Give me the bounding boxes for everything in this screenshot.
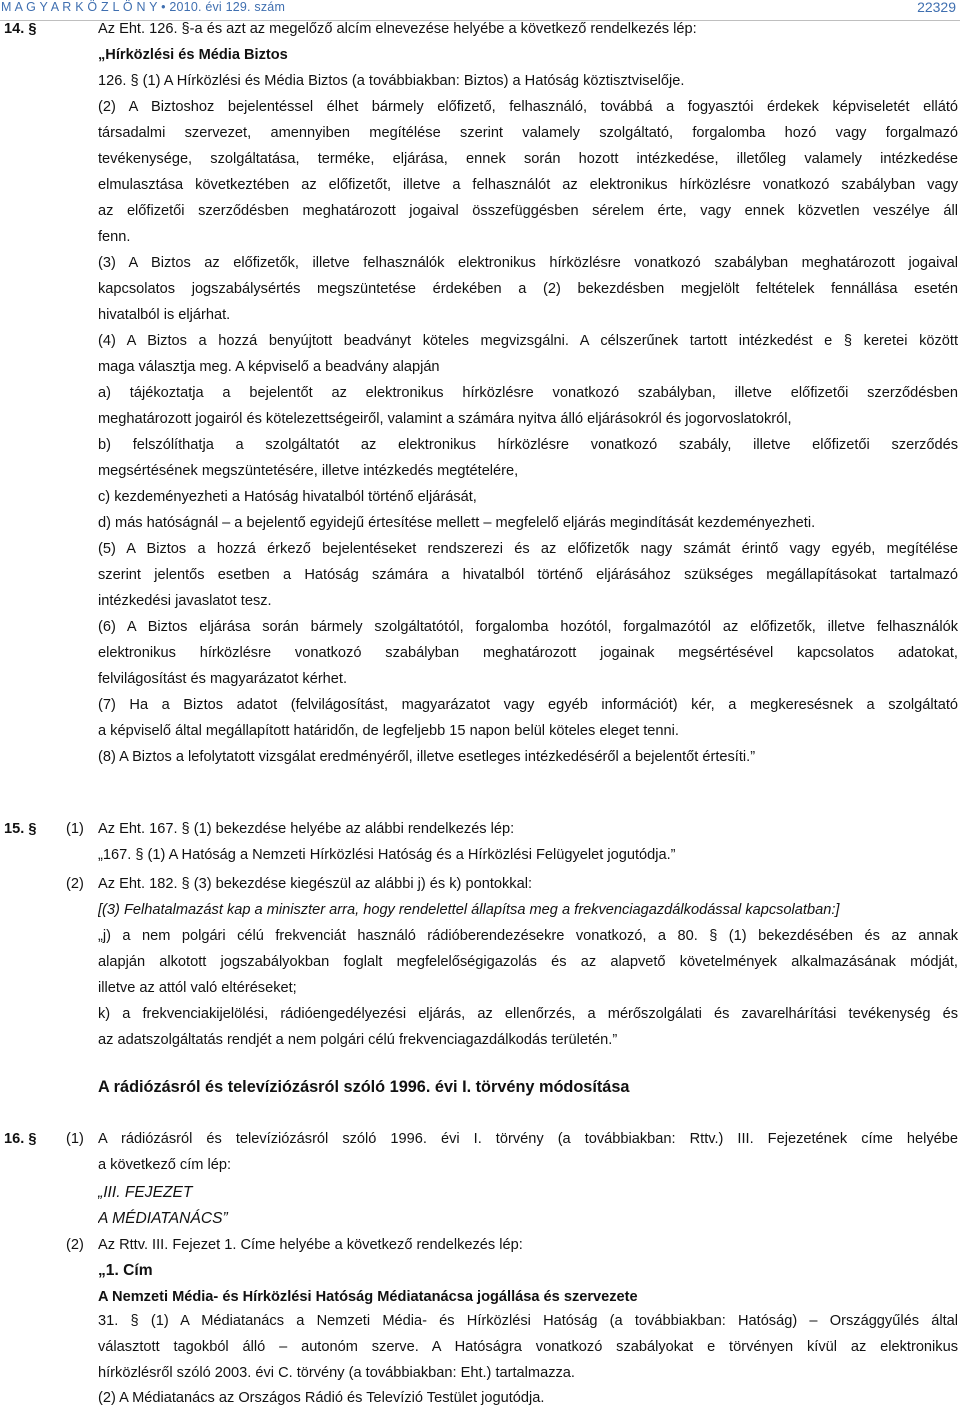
paragraph-number: (1) (66, 821, 84, 837)
text-line: szerint jelentős esetben a Hatóság számára a hivatalból történő eljárásához szükséges megállapításokat tartalmazó (98, 567, 958, 583)
text-line: a következő cím lép: (98, 1157, 232, 1173)
text-line: 31. § (1) A Médiatanács a Nemzeti Média- és Hírközlési Hatóság (a továbbiakban: Hatóság) – Országgyűlés által (98, 1313, 958, 1329)
text-line: társadalmi szervezet, amennyiben megítélése szerint valamely szolgáltató, forgalomba hozó vagy forgalmazó (98, 125, 958, 141)
text-line: (7) Ha a Biztos adatot (felvilágosítást, magyarázatot vagy egyéb információt) kér, a megkeresésnek a szolgáltató (98, 697, 958, 713)
text-line: c) kezdeményezheti a Hatóság hivatalból történő eljárását, (98, 489, 477, 505)
text-line: hivatalból is eljárhat. (98, 307, 231, 323)
paragraph-number: (2) (66, 1237, 84, 1253)
text-line: meghatározott jogairól és kötelezettségeiről, valamint a számára nyitva álló eljárásokról és jogorvoslatokról, (98, 411, 792, 427)
text-line: Az Eht. 126. §-a és azt az megelőző alcím elnevezése helyébe a következő rendelkezés lép: (98, 21, 697, 37)
section-heading: A rádiózásról és televíziózásról szóló 1996. évi I. törvény módosítása (98, 1078, 630, 1096)
text-line: a) tájékoztatja a bejelentőt az elektronikus hírközlésre vonatkozó szabályban, illetve előfizetői szerződésben (98, 385, 958, 401)
text-line: alapján alkotott jogszabályokban foglalt megfelelőségigazolás és az alapvető követelmények alkalmazásának módját, (98, 954, 958, 970)
paragraph-number: (2) (66, 876, 84, 892)
text-line: megsértésének megszüntetésére, illetve intézkedés megtételére, (98, 463, 519, 479)
text-line: intézkedési javaslatot tesz. (98, 593, 272, 609)
title-line: „1. Cím (98, 1262, 153, 1279)
text-line: a képviselő által megállapított határidőn, de legfeljebb 15 napon belül köteles eleget tenni. (98, 723, 679, 739)
chapter-title-line: „III. FEJEZET (98, 1184, 193, 1201)
italic-line: [(3) Felhatalmazást kap a miniszter arra, hogy rendelettel állapítsa meg a frekvenciagazdálkodással kapcsolatban:] (98, 902, 840, 918)
chapter-title-line: A MÉDIATANÁCS” (98, 1210, 228, 1227)
subtitle-line: „Hírközlési és Média Biztos (98, 47, 288, 63)
text-line: k) a frekvenciakijelölési, rádióengedélyezési eljárás, az ellenőrzés, a mérőszolgálati és zavarelhárítási tevékenység és (98, 1006, 958, 1022)
text-line: Az Rttv. III. Fejezet 1. Címe helyébe a következő rendelkezés lép: (98, 1237, 523, 1253)
text-line: maga választja meg. A képviselő a beadvány alapján (98, 359, 440, 375)
text-line: 126. § (1) A Hírközlési és Média Biztos (a továbbiakban: Biztos) a Hatóság köztisztviselője. (98, 73, 685, 89)
journal-title: M A G Y A R K Ö Z L Ö N Y • 2010. évi 129. szám (1, 0, 286, 14)
text-line: (4) A Biztos a hozzá benyújtott beadványt köteles megvizsgálni. A célszerűnek tartott intézkedést e § keretei között (98, 333, 958, 349)
text-line: (6) A Biztos eljárása során bármely szolgáltatótól, forgalomba hozótól, forgalmazótól az előfizetők, illetve felhasználók (98, 619, 958, 635)
text-line: (3) A Biztos az előfizetők, illetve felhasználók elektronikus hírközlésre vonatkozó szabályban meghatározott jogaival (98, 255, 958, 271)
text-line: hírközlésről szóló 2003. évi C. törvény (a továbbiakban: Eht.) tartalmazza. (98, 1365, 575, 1381)
text-line: az adatszolgáltatás rendjét a nem polgári célú frekvenciagazdálkodás területén.” (98, 1032, 618, 1048)
text-line: (2) A Médiatanács az Országos Rádió és Televízió Testület jogutódja. (98, 1390, 545, 1406)
text-line: „167. § (1) A Hatóság a Nemzeti Hírközlési Hatóság és a Hírközlési Felügyelet jogutódja.” (98, 847, 676, 863)
section-number-15: 15. § (4, 821, 37, 837)
paragraph-number: (1) (66, 1131, 84, 1147)
text-line: elektronikus hírközlésre vonatkozó szabályban meghatározott jogainak megsértésével kapcsolatos adatokat, (98, 645, 958, 661)
text-line: A rádiózásról és televíziózásról szóló 1996. évi I. törvény (a továbbiakban: Rttv.) III. Fejezetének címe helyébe (98, 1131, 958, 1147)
title-line: A Nemzeti Média- és Hírközlési Hatóság Médiatanácsa jogállása és szervezete (98, 1289, 638, 1305)
text-line: „j) a nem polgári célú frekvenciát használó rádióberendezésekre vonatkozó, a 80. § (1) bekezdésében és az annak (98, 928, 958, 944)
text-line: választott tagokból álló – autonóm szerve. A Hatóságra vonatkozó szabályokat e törvényen kívül az elektronikus (98, 1339, 958, 1355)
text-line: tevékenysége, szolgáltatása, terméke, eljárása, ennek során hozott intézkedése, illetőleg valamely intézkedése (98, 151, 958, 167)
text-line: Az Eht. 167. § (1) bekezdése helyébe az alábbi rendelkezés lép: (98, 821, 515, 837)
text-line: fenn. (98, 229, 131, 245)
text-line: (2) A Biztoshoz bejelentéssel élhet bármely előfizető, felhasználó, továbbá a fogyasztói érdekek képviseletét ellátó (98, 99, 958, 115)
text-line: d) más hatóságnál – a bejelentő egyidejű értesítése mellett – megfelelő eljárás megindítását kezdeményezheti. (98, 515, 816, 531)
text-line: felvilágosítást és magyarázatot kérhet. (98, 671, 348, 687)
section-number-16: 16. § (4, 1131, 37, 1147)
text-line: (5) A Biztos a hozzá érkező bejelentéseket rendszerezi és az előfizetők nagy számát érintő vagy egyéb, megítélése (98, 541, 958, 557)
section-number-14: 14. § (4, 21, 37, 37)
text-line: az előfizetői szerződésben meghatározott jogaival összefüggésben sérelem érte, vagy ennek közvetlen veszélye áll (98, 203, 958, 219)
text-line: illetve az attól való eltéréseket; (98, 980, 297, 996)
page-number: 22329 (917, 0, 956, 15)
text-line: Az Eht. 182. § (3) bekezdése kiegészül az alábbi j) és k) pontokkal: (98, 876, 532, 892)
text-line: kapcsolatos jogszabálysértés megszüntetése érdekében a (2) bekezdésben megjelölt feltételek fennállása esetén (98, 281, 958, 297)
text-line: (8) A Biztos a lefolytatott vizsgálat eredményéről, illetve esetleges intézkedéséről a bejelentőt értesíti.” (98, 749, 756, 765)
text-line: elmulasztása következtében az előfizetőt, illetve a felhasználót az elektronikus hírközlésre vonatkozó szabályban vagy (98, 177, 958, 193)
text-line: b) felszólíthatja a szolgáltatót az elektronikus hírközlésre vonatkozó szabály, illetve előfizetői szerződés (98, 437, 958, 453)
